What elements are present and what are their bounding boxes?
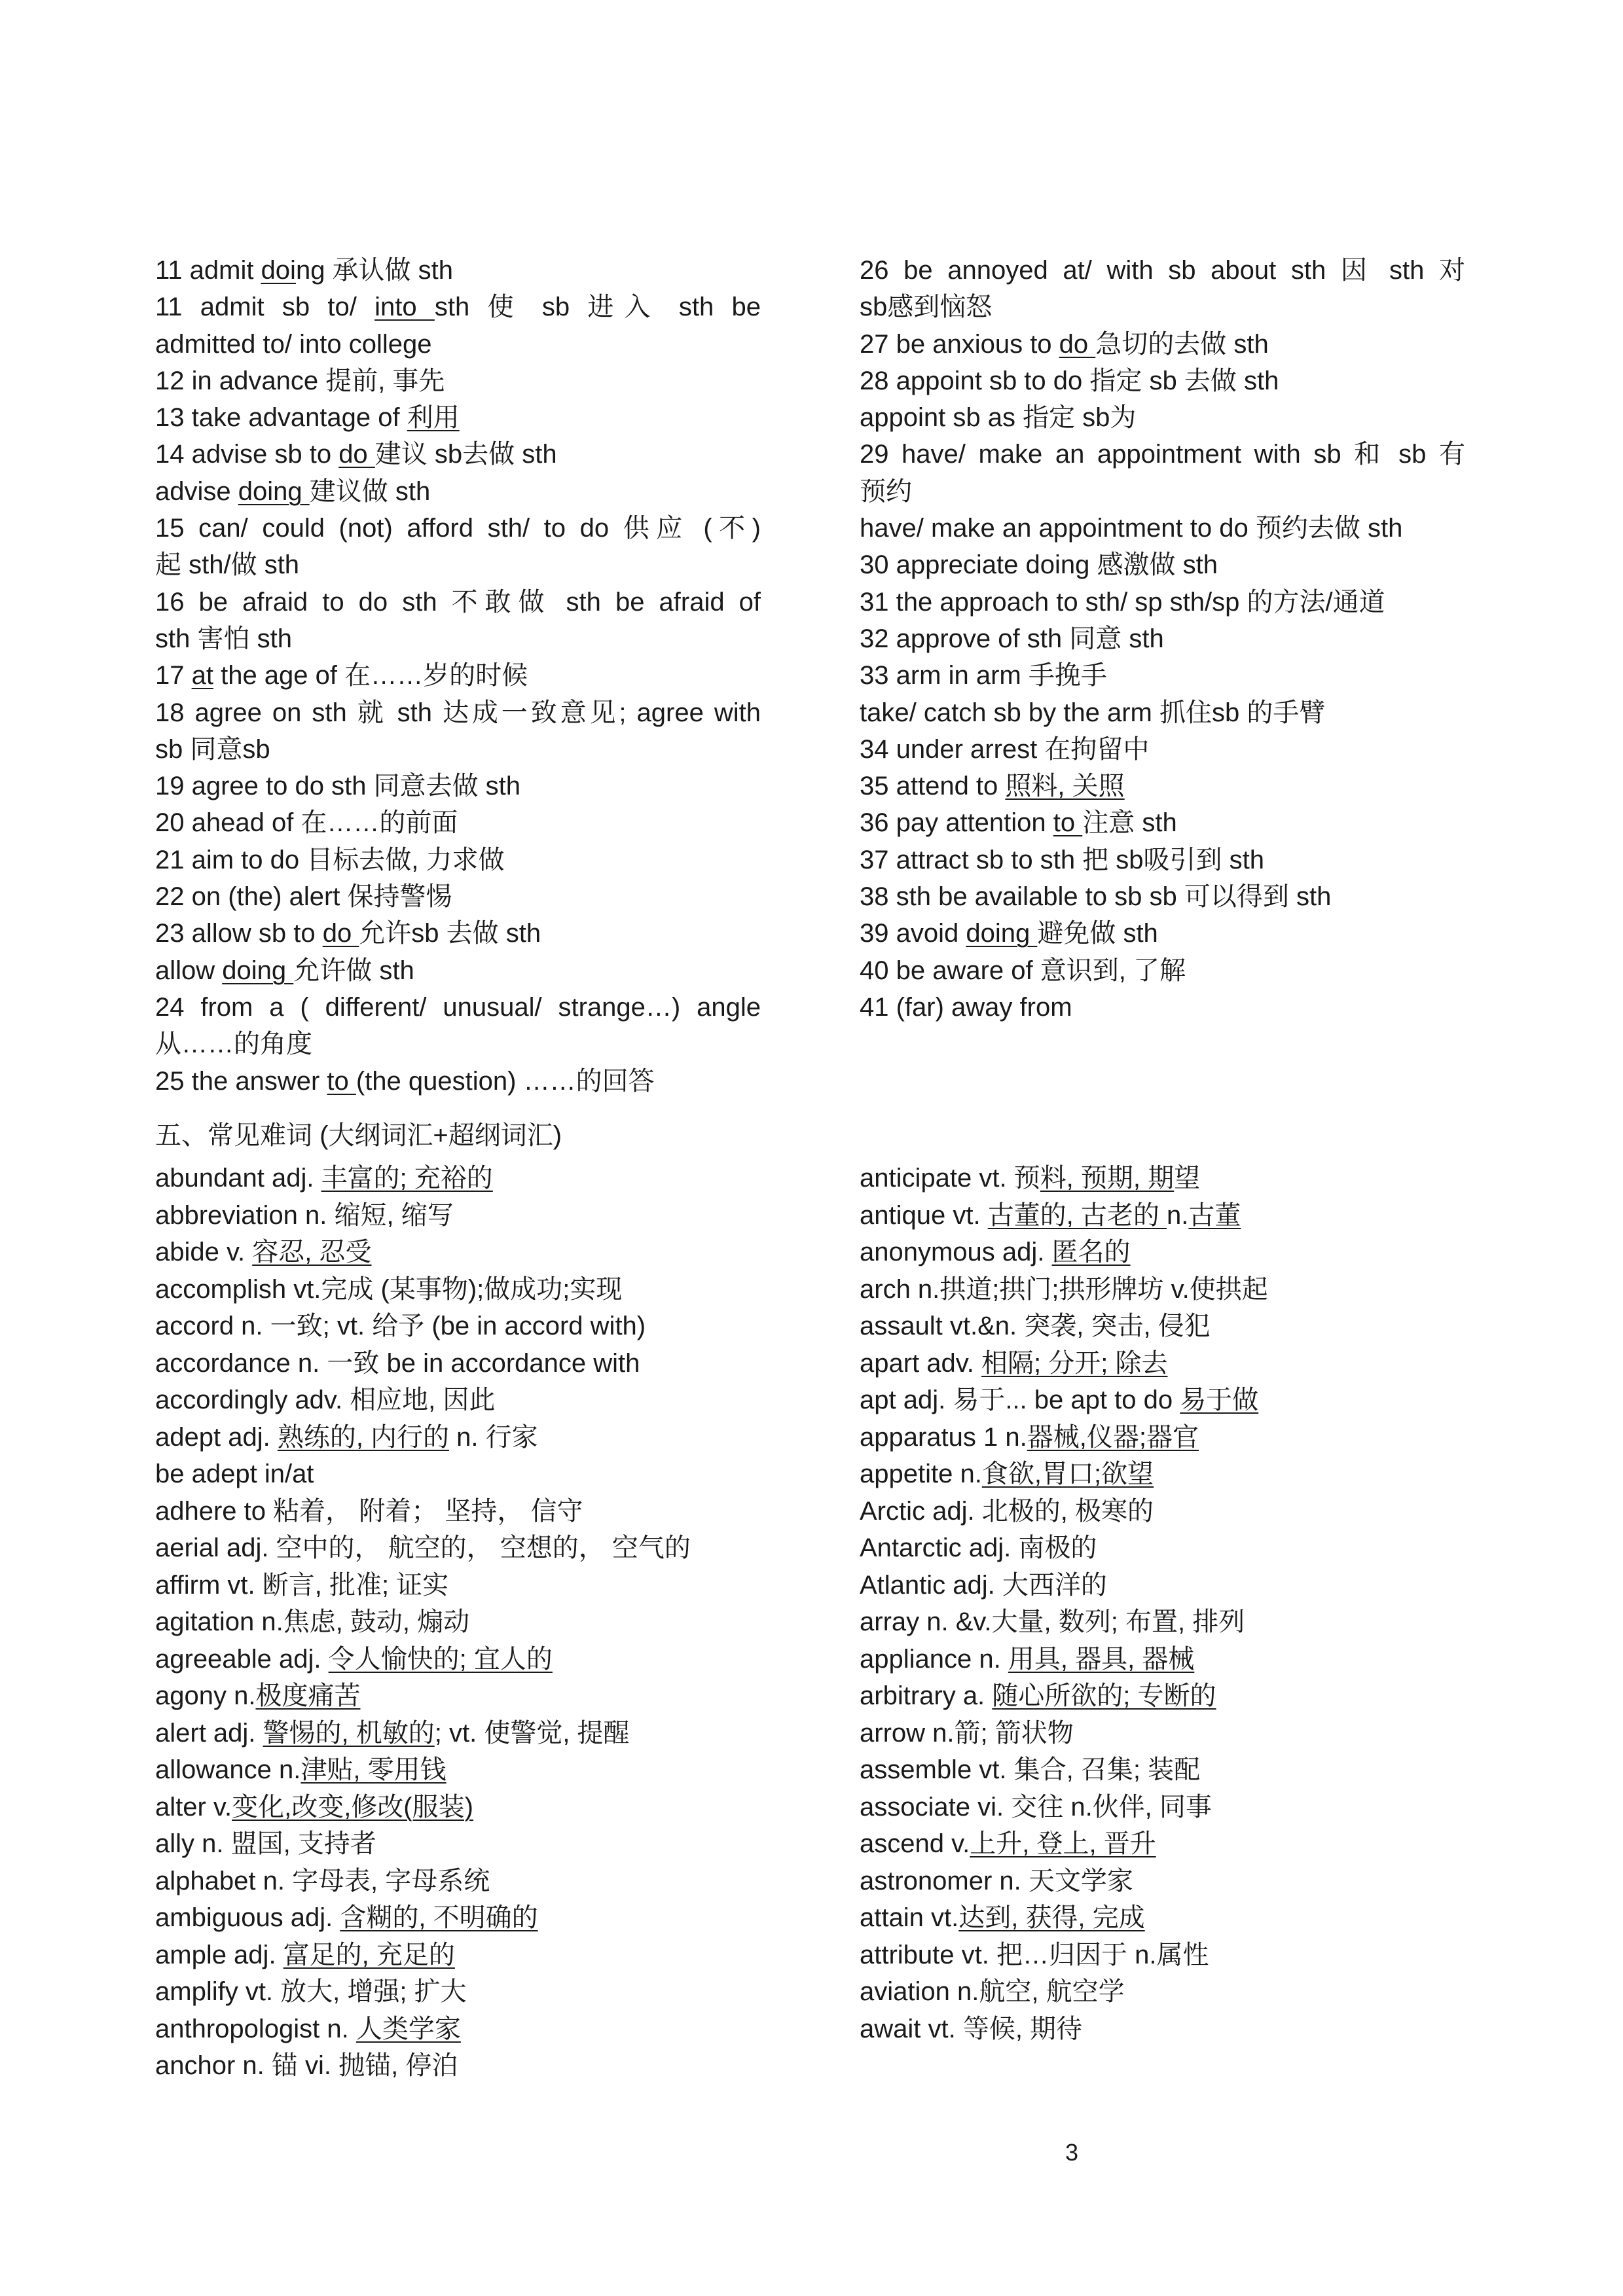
vocab-list-left [155,1160,761,2085]
vocab-entry [155,1567,761,1604]
vocab-entry [155,1604,761,1641]
vocab-entry [860,1197,1465,1234]
line-text: anthropologist n. [155,2014,356,2043]
vocab-entry [155,1825,761,1863]
line-text: 望 [1174,1164,1201,1193]
line-text: 31 the approach to sth/ sp sth/sp 的方法/通道 [860,587,1385,617]
phrase-line [155,436,761,473]
line-text: 12 in advance 提前, 事先 [155,366,445,395]
vocab-entry [155,1677,761,1715]
phrase-line [860,510,1465,547]
phrase-line [155,952,761,989]
phrase-line [155,694,761,731]
line-text: assault vt.&n. 突袭, 突击, 侵犯 [860,1312,1211,1340]
vocab-entry [155,2047,761,2085]
phrase-line [155,510,761,547]
phrase-line [155,915,761,952]
line-text: the age of 在……岁的时候 [213,661,528,691]
phrase-line [860,842,1465,878]
line-text: 避免做 sth [1037,919,1158,948]
phrase-line [860,989,1465,1026]
vocab-entry [155,1419,761,1456]
line-text: sb 同意sb [155,734,270,764]
underlined-text: 照料, 关照 [1005,772,1125,801]
underlined-text: 利用 [407,403,460,433]
line-text: Antarctic adj. 南极的 [860,1534,1097,1562]
line-text: attain vt. [860,1903,959,1932]
line-text: ; vt. 使警觉, 提醒 [434,1718,630,1748]
line-text: allowance n. [155,1755,301,1784]
line-text: 11 admit sb to/ [155,293,375,322]
line-text: admitted to/ into college [155,329,432,359]
line-text: (the question) ……的回答 [356,1066,655,1096]
phrase-line [860,326,1465,363]
line-text: antique vt. [860,1200,988,1230]
line-text: 25 the answer [155,1066,327,1096]
vocab-entry [860,1973,1465,2011]
phrase-line [860,363,1465,399]
underlined-text: 古董 [1188,1200,1241,1230]
vocab-entry [155,1456,761,1493]
underlined-text: 用具, 器具, 器械 [1008,1644,1195,1674]
phrase-line [155,878,761,915]
line-text: ally n. 盟国, 支持者 [155,1829,376,1858]
line-text: 39 avoid [860,919,966,948]
line-text: 34 under arrest 在拘留中 [860,734,1150,764]
page-number: 3 [1065,2139,1079,2166]
underlined-text: doi [261,256,296,285]
vocab-entry [155,1789,761,1826]
line-text: 21 aim to do 目标去做, 力求做 [155,845,505,874]
line-text: 预约 [860,476,912,506]
phrase-line [860,620,1465,657]
line-text: anchor n. 锚 vi. 抛锚, 停泊 [155,2051,458,2080]
phrase-line [155,731,761,768]
line-text: amplify vt. 放大, 增强; 扩大 [155,1977,467,2006]
underlined-text: doing [222,956,294,985]
vocab-entry [155,1160,761,1197]
underlined-text: 人类学家 [356,2014,461,2043]
line-text: affirm vt. 断言, 批准; 证实 [155,1570,449,1600]
vocab-entry [860,1863,1465,1900]
line-text: take/ catch sb by the arm 抓住sb 的手臂 [860,698,1326,727]
line-text: abbreviation n. 缩短, 缩写 [155,1200,454,1230]
line-text: 急切的去做 sth [1095,329,1269,359]
vocab-entry [860,1419,1465,1456]
vocab-entry [860,1271,1465,1308]
underlined-text: to [1053,808,1083,838]
underlined-text: to [327,1066,356,1096]
line-text: 从……的角度 [155,1030,312,1059]
vocab-entry [860,1456,1465,1493]
phrase-line [155,326,761,363]
line-text: apt adj. 易于... be apt to do [860,1386,1180,1414]
phrase-line [860,804,1465,841]
line-text: appliance n. [860,1644,1008,1674]
line-text: 22 on (the) alert 保持警惕 [155,882,452,912]
phrase-line [155,1063,761,1100]
line-text: alert adj. [155,1718,263,1748]
vocab-entry [155,1937,761,1974]
vocab-entry [860,1751,1465,1789]
line-text: ample adj. [155,1940,283,1969]
line-text: 26 be annoyed at/ with sb about sth 因 sth 对 [860,256,1465,285]
vocab-entry [860,1493,1465,1530]
phrase-line [155,473,761,510]
vocab-entry [155,1973,761,2011]
underlined-text: 达到, 获得, 完成 [958,1903,1145,1932]
vocab-entry [860,1825,1465,1863]
vocab-entry [860,1567,1465,1604]
line-text: associate vi. 交往 n.伙伴, 同事 [860,1792,1212,1821]
line-text: assemble vt. 集合, 召集; 装配 [860,1755,1201,1784]
line-text: abundant adj. [155,1164,321,1193]
phrase-line [860,878,1465,915]
line-text: arrow n.箭; 箭状物 [860,1718,1074,1748]
vocab-entry [155,1271,761,1308]
line-text: 允许做 sth [293,956,414,985]
underlined-text: 食欲,胃口;欲望 [981,1460,1154,1488]
vocab-entry [155,1493,761,1530]
vocab-entry [155,1863,761,1900]
phrase-line [860,694,1465,731]
line-text: aviation n.航空, 航空学 [860,1977,1125,2006]
line-text: 13 take advantage of [155,403,407,433]
line-text: ng 承认做 sth [295,256,454,285]
line-text: 18 agree on sth 就 sth 达成一致意见; agree with [155,698,761,727]
vocab-entry [155,1530,761,1567]
line-text: have/ make an appointment to do 预约去做 sth [860,514,1403,543]
underlined-text: 易于做 [1180,1386,1259,1414]
phrase-line [860,768,1465,804]
line-text: 33 arm in arm 手挽手 [860,661,1107,691]
section-heading: 五、常见难词 (大纲词汇+超纲词汇) [155,1121,562,1150]
vocab-entry [860,1234,1465,1271]
line-text: anticipate vt. 预 [860,1164,1040,1193]
line-text: apart adv. [860,1348,982,1378]
phrase-line [155,547,761,583]
line-text: accord n. 一致; vt. 给予 (be in accord with) [155,1312,646,1340]
underlined-text: doing [238,476,310,506]
vocab-entry [860,1937,1465,1974]
underlined-text: into [374,293,435,322]
line-text: advise [155,476,238,506]
line-text: anonymous adj. [860,1238,1052,1266]
line-text: 24 from a ( different/ unusual/ strange…) angle [155,992,761,1022]
vocab-entry [860,1641,1465,1678]
line-text: allow [155,956,223,985]
line-text: 注意 sth [1082,808,1177,838]
vocab-entry [155,1715,761,1752]
line-text: appetite n. [860,1460,982,1488]
underlined-text: 含糊的, 不明确的 [340,1903,538,1932]
line-text: 17 [155,661,192,691]
line-text: Atlantic adj. 大西洋的 [860,1570,1107,1600]
vocab-entry [860,1715,1465,1752]
vocab-entry [155,1641,761,1678]
phrase-line [860,952,1465,989]
underlined-text: 随心所欲的; 专断的 [992,1681,1216,1710]
line-text: be adept in/at [155,1460,314,1488]
line-text: apparatus 1 n. [860,1422,1027,1452]
line-text: 15 can/ could (not) afford sth/ to do 供应 (不) [155,514,761,543]
underlined-text: 极度痛苦 [255,1681,361,1710]
phrase-line [155,399,761,436]
phrase-line [860,915,1465,952]
line-text: 11 admit [155,256,261,285]
line-text: accordance n. 一致 be in accordance with [155,1348,640,1378]
underlined-text: 津贴, 零用钱 [301,1755,447,1784]
vocab-entry [155,1234,761,1271]
phrase-list-right [860,252,1465,1026]
underlined-text: do [322,919,359,948]
line-text: 16 be afraid to do sth 不敢做 sth be afraid of [155,587,761,617]
vocab-entry [155,1308,761,1345]
line-text: 建议做 sth [309,476,431,506]
underlined-text: 容忍, 忍受 [252,1238,372,1266]
line-text: attribute vt. 把…归因于 n.属性 [860,1940,1209,1969]
underlined-text: at [191,661,213,691]
vocab-list-right [860,1160,1465,2047]
phrase-line [860,731,1465,768]
phrase-line [860,584,1465,620]
line-text: agreeable adj. [155,1644,329,1674]
line-text: agitation n.焦虑, 鼓动, 煽动 [155,1607,470,1636]
phrase-line [155,363,761,399]
line-text: 41 (far) away from [860,992,1072,1022]
line-text: aerial adj. 空中的， 航空的， 空想的， 空气的 [155,1534,691,1562]
underlined-text: do [1059,329,1096,359]
vocab-entry [860,2011,1465,2048]
line-text: astronomer n. 天文学家 [860,1866,1133,1895]
line-text: 起 sth/做 sth [155,550,300,580]
line-text: 23 allow sb to [155,919,323,948]
underlined-text: 熟练的, 内行的 [277,1422,450,1452]
line-text: 35 attend to [860,772,1006,801]
underlined-text: 丰富的; 充裕的 [321,1164,493,1193]
phrase-line [155,804,761,841]
line-text: alphabet n. 字母表, 字母系统 [155,1866,490,1895]
vocab-entry [860,1677,1465,1715]
underlined-text: 上升, 登上, 晋升 [970,1829,1156,1858]
line-text: 38 sth be available to sb sb 可以得到 sth [860,882,1332,912]
line-text: 14 advise sb to [155,440,339,469]
line-text: accomplish vt.完成 (某事物);做成功;实现 [155,1274,623,1304]
line-text: sth 使 sb 进入 sth be [434,293,761,322]
line-text: await vt. 等候, 期待 [860,2014,1083,2043]
line-text: sb感到恼怒 [860,293,993,322]
underlined-text: 富足的, 充足的 [283,1940,455,1969]
vocab-entry [155,1899,761,1937]
line-text: 37 attract sb to sth 把 sb吸引到 sth [860,845,1265,874]
phrase-line [155,768,761,804]
line-text: 40 be aware of 意识到, 了解 [860,956,1186,985]
underlined-text: 警惕的, 机敏的 [263,1718,435,1748]
vocab-entry [860,1789,1465,1826]
phrase-line [860,657,1465,694]
vocab-entry [860,1604,1465,1641]
vocab-entry [155,1751,761,1789]
vocab-entry [155,1197,761,1234]
phrase-line [860,473,1465,510]
line-text: 29 have/ make an appointment with sb 和 sb 有 [860,440,1465,469]
line-text: 36 pay attention [860,808,1053,838]
vocab-entry [155,1345,761,1382]
underlined-text: do [338,440,375,469]
line-text: appoint sb as 指定 sb为 [860,403,1137,433]
vocab-entry [155,1382,761,1419]
phrase-line [155,252,761,289]
line-text: 19 agree to do sth 同意去做 sth [155,772,521,801]
line-text: 27 be anxious to [860,329,1059,359]
line-text: array n. &v.大量, 数列; 布置, 排列 [860,1607,1245,1636]
phrase-line [155,620,761,657]
line-text: arbitrary a. [860,1681,993,1710]
phrase-line [860,289,1465,325]
line-text: agony n. [155,1681,256,1710]
phrase-line [860,436,1465,473]
line-text: Arctic adj. 北极的, 极寒的 [860,1496,1154,1526]
line-text: adept adj. [155,1422,278,1452]
underlined-text: doing [966,919,1038,948]
vocab-entry [860,1308,1465,1345]
phrase-line [860,547,1465,583]
phrase-line [155,842,761,878]
line-text: 建议 sb去做 sth [374,440,557,469]
underlined-text: 相隔; 分开; 除去 [981,1348,1168,1378]
phrase-line [860,399,1465,436]
underlined-text: 古董的, 古老的 [987,1200,1167,1230]
phrase-list-left [155,252,761,1100]
vocab-entry [860,1345,1465,1382]
underlined-text: 变化,改变,修改(服装) [232,1792,473,1821]
vocab-entry [860,1382,1465,1419]
underlined-text: 令人愉快的; 宜人的 [328,1644,553,1674]
line-text: 允许sb 去做 sth [359,919,541,948]
line-text: n. 行家 [449,1422,538,1452]
line-text: n. [1167,1200,1189,1230]
underlined-text: 料, 预期, 期 [1040,1164,1175,1193]
line-text: alter v. [155,1792,232,1821]
phrase-line [155,989,761,1026]
line-text: accordingly adv. 相应地, 因此 [155,1386,496,1414]
line-text: ascend v. [860,1829,970,1858]
line-text: 32 approve of sth 同意 sth [860,624,1164,653]
underlined-text: 匿名的 [1051,1238,1131,1266]
phrase-line [155,584,761,620]
vocab-entry [860,1899,1465,1937]
phrase-line [860,252,1465,289]
underlined-text: 器械,仪器;器官 [1027,1422,1199,1452]
vocab-entry [860,1160,1465,1197]
line-text: sth 害怕 sth [155,624,292,653]
phrase-line [155,1026,761,1062]
line-text: ambiguous adj. [155,1903,340,1932]
phrase-line [155,657,761,694]
line-text: arch n.拱道;拱门;拱形牌坊 v.使拱起 [860,1274,1268,1304]
line-text: adhere to 粘着， 附着； 坚持， 信守 [155,1496,583,1526]
line-text: abide v. [155,1238,253,1266]
vocab-entry [860,1530,1465,1567]
line-text: 28 appoint sb to do 指定 sb 去做 sth [860,366,1279,395]
phrase-line [155,289,761,325]
vocab-entry [155,2011,761,2048]
line-text: 30 appreciate doing 感激做 sth [860,550,1218,580]
line-text: 20 ahead of 在……的前面 [155,808,458,838]
